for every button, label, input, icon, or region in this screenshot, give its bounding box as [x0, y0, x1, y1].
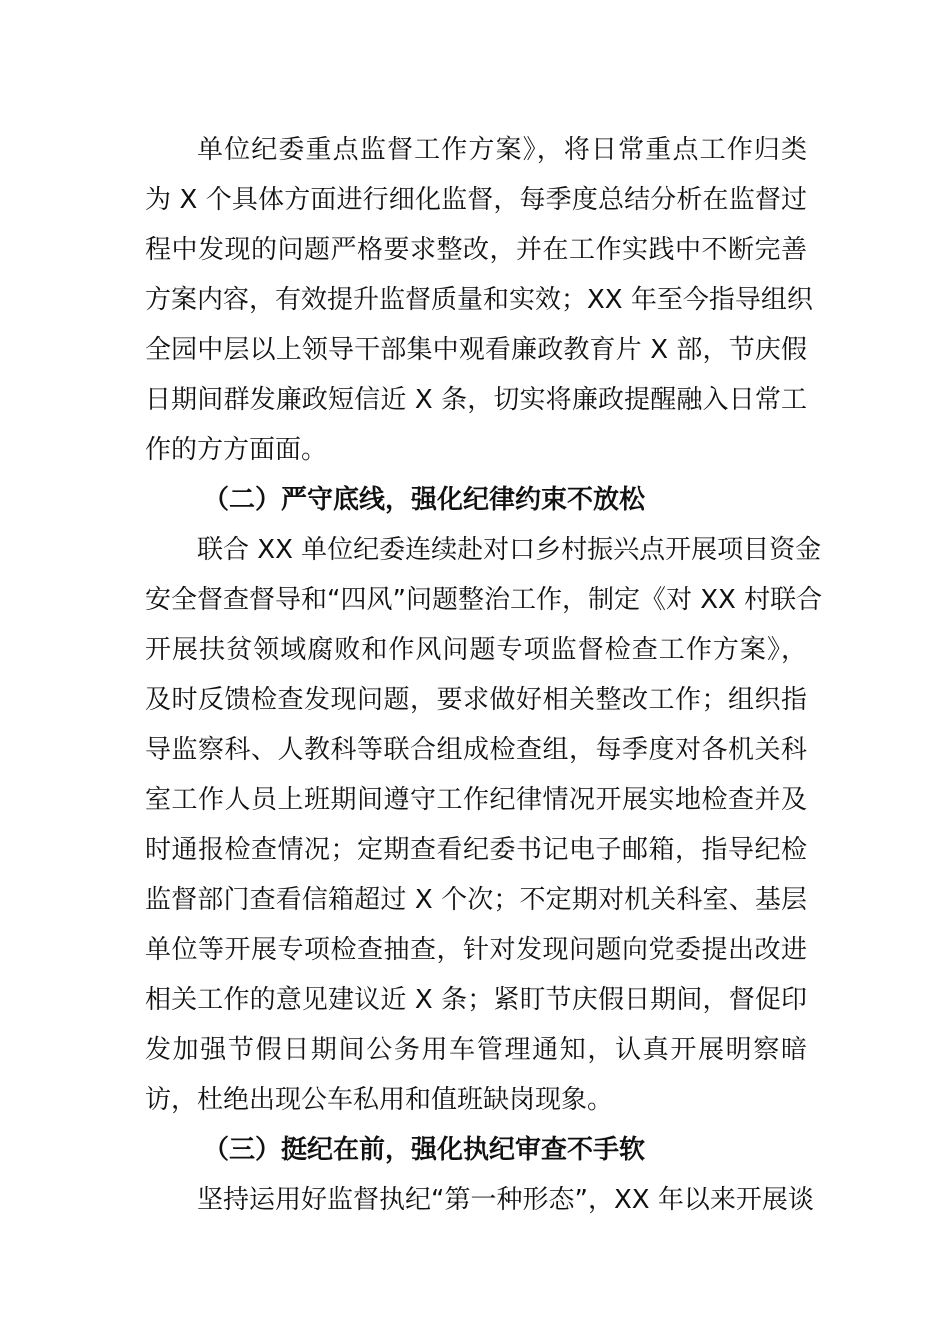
paragraph-line: 单位纪委重点监督工作方案》，将日常重点工作归类: [197, 135, 807, 165]
paragraph-line: 导监察科、人教科等联合组成检查组，每季度对各机关科: [145, 735, 807, 765]
paragraph-line: 室工作人员上班期间遵守工作纪律情况开展实地检查并及: [145, 785, 807, 815]
paragraph-line: 访，杜绝出现公车私用和值班缺岗现象。: [145, 1085, 614, 1115]
document-body: [145, 125, 823, 1225]
paragraph-line: 联合 XX 单位纪委连续赴对口乡村振兴点开展项目资金: [197, 535, 822, 565]
paragraph-line: 单位等开展专项检查抽查，针对发现问题向党委提出改进: [145, 935, 807, 965]
paragraph-line: 监督部门查看信箱超过 X 个次；不定期对机关科室、基层: [145, 885, 807, 915]
paragraph-line: 为 X 个具体方面进行细化监督，每季度总结分析在监督过: [145, 185, 807, 215]
section-heading: （三）挺纪在前，强化执纪审查不手软: [203, 1135, 646, 1165]
section-heading: （二）严守底线，强化纪律约束不放松: [203, 485, 646, 515]
paragraph-line: 及时反馈检查发现问题，要求做好相关整改工作；组织指: [145, 685, 807, 715]
paragraph-line: 时通报检查情况；定期查看纪委书记电子邮箱，指导纪检: [145, 835, 807, 865]
paragraph-line: 坚持运用好监督执纪“第一种形态”，XX 年以来开展谈: [197, 1185, 814, 1215]
paragraph-line: 方案内容，有效提升监督质量和实效；XX 年至今指导组织: [145, 285, 813, 315]
paragraph-line: 全园中层以上领导干部集中观看廉政教育片 X 部，节庆假: [145, 335, 807, 365]
paragraph-line: 作的方方面面。: [145, 435, 328, 465]
paragraph-line: 开展扶贫领域腐败和作风问题专项监督检查工作方案》，: [145, 635, 807, 665]
paragraph-line: 安全督查督导和“四风”问题整治工作，制定《对 XX 村联合: [145, 585, 823, 615]
paragraph-line: 相关工作的意见建议近 X 条；紧盯节庆假日期间，督促印: [145, 985, 807, 1015]
paragraph-line: 发加强节假日期间公务用车管理通知，认真开展明察暗: [145, 1035, 807, 1065]
paragraph-line: 程中发现的问题严格要求整改，并在工作实践中不断完善: [145, 235, 807, 265]
paragraph-line: 日期间群发廉政短信近 X 条，切实将廉政提醒融入日常工: [145, 385, 807, 415]
